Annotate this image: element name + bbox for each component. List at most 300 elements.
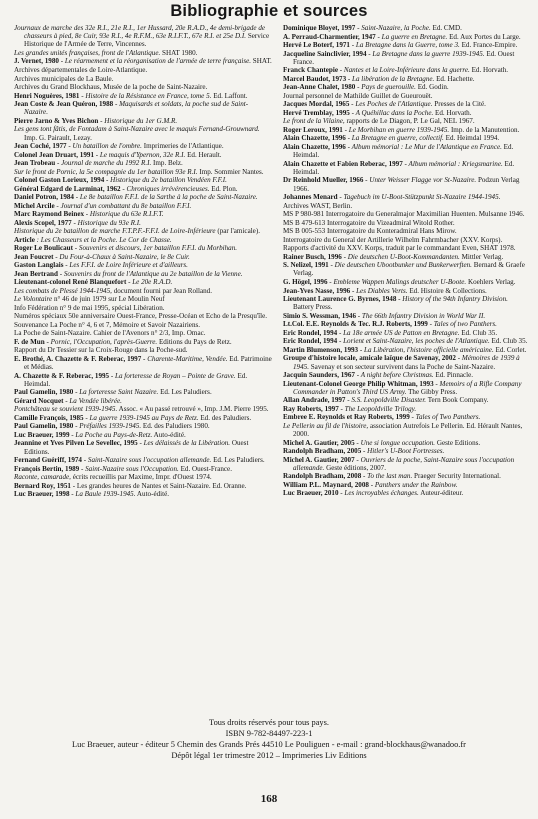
bibliography-entry — [14, 287, 272, 295]
entry-details: Info Fédération n° 9 de mai 1995, spécial Libération. — [14, 303, 165, 312]
entry-title: Les grandes unités françaises, front de l'Atlantique. — [14, 48, 161, 57]
entry-title: - La Baule 1939-1945. — [69, 490, 136, 499]
entry-author: Luc Braeuer, 2010 — [283, 489, 339, 498]
entry-author: Groupe d'histoire locale, amicale laïque de Savenay, 2002 — [283, 354, 456, 363]
entry-author: Franck Chantepie — [283, 66, 338, 75]
entry-details: Ed. Plon. — [209, 184, 238, 193]
entry-title: - The Leopoldville Trilogy. — [338, 404, 417, 413]
entry-details: Ed. Heimdal. — [24, 371, 248, 388]
entry-title: - Historique du 2e bataillon Vendéen F.F.I. — [104, 176, 227, 185]
entry-author: Henri Noguères, 1981 — [14, 91, 80, 100]
entry-author: Lieutenant Laurence G. Byrnes, 1948 — [283, 295, 397, 304]
bibliography-entry — [14, 261, 272, 269]
bibliography-entry — [14, 159, 272, 167]
entry-title: - Mémoires de 1939 à 1945. — [293, 354, 520, 371]
entry-details: Archives WAST, Berlin. — [283, 201, 353, 210]
entry-author: Johannes Menard — [283, 193, 338, 202]
entry-details: Editions du Pays de Retz. — [157, 337, 232, 346]
bibliography-entry — [14, 142, 272, 150]
entry-title: - Le maquis d'Ypernon, 32e R.I. — [94, 150, 186, 159]
entry-title: - Maquisards et soldats, la poche sud de Saint-Nazaire. — [24, 100, 249, 117]
entry-details: Ed. CMD. — [430, 24, 462, 32]
entry-title: - La guerre 1939-1945 au Pays de Retz. — [83, 413, 199, 422]
entry-details: association Autrefois Le Pellerin. Ed. Hérault Nantes, 2000. — [293, 421, 523, 439]
entry-title: - La Bretagne dans la Guerre, tome 3. — [349, 41, 460, 50]
bibliography-entry — [14, 355, 272, 371]
entry-author: Général Edgard de Larminat, 1962 — [14, 184, 121, 193]
entry-title: Journaux de marche des 32e R.I., 21e R.I., 1er Hussard, 20e R.A.D., 4e demi-brigade de chasseurs à pied, 8e Cuir, 93e R.I., 4e R.F.M., 63e R.I.F.T., 67e R.I. et 25e D.I. — [14, 24, 266, 41]
entry-details: Auto-édité. — [135, 490, 170, 499]
entry-details: Service Historique de l'Armée de Terre, Vincennes. — [24, 32, 270, 49]
bibliography-entry — [14, 397, 272, 405]
bibliography-entry — [14, 473, 272, 481]
bibliography-entry — [283, 50, 529, 66]
entry-details: Numéros spéciaux 50e anniversaire Ouest-France, Presse-Océan et Echo de la Presqu'île. — [14, 312, 268, 321]
entry-title: - Album mémorial : Kriegsmarine. — [402, 159, 503, 168]
bibliography-entry — [14, 405, 272, 413]
bibliography-entry — [283, 320, 529, 328]
entry-author: Luc Braeuer, 1998 — [14, 490, 70, 499]
entry-author: Alain Chazette, 1996 — [283, 134, 346, 143]
bibliography-entry — [14, 270, 272, 278]
entry-title: - Tales of two Panthers. — [427, 320, 497, 329]
entry-details: Imp. G. Pairault, Lezay. — [24, 133, 92, 142]
bibliography-entry — [14, 278, 272, 286]
entry-title: - La Libération, l'histoire officielle américaine. — [358, 345, 494, 354]
bibliography-entry — [283, 287, 529, 295]
entry-title: - Album mémorial : Le Mur de l'Atlantique en France. — [345, 142, 502, 151]
entry-title: - A Quéhillac dans la Poche. — [349, 108, 434, 117]
entry-author: François Bertin, 1989 — [14, 464, 80, 473]
entry-details: Savenay et son secteur survivent dans la Poche de Saint-Nazaire. — [308, 362, 496, 371]
entry-title: - Historique du 63e R.I.F.T. — [84, 210, 164, 219]
bibliography-entry — [14, 185, 272, 193]
entry-title: - Memoirs of a Rifle Company Commander in Patton's Third US Army. — [293, 379, 522, 396]
entry-title: - La Bretagne en guerre, collectif. — [345, 134, 444, 143]
entry-author: Rainer Busch, 1996 — [283, 252, 342, 261]
bibliography-entry — [283, 24, 529, 32]
bibliography-entry — [283, 126, 529, 134]
bibliography-column-left — [14, 24, 272, 696]
entry-author: Randolph Bradham, 2005 — [283, 447, 362, 456]
entry-details: Imp. Belz. — [151, 159, 183, 168]
entry-details: Ed. Pinnacle. — [433, 371, 474, 380]
entry-details: Interrogatoire du General der Artillerie Wilhelm Fahrmbacher (XXV. Korps). — [283, 235, 503, 244]
entry-title: - To the last man. — [361, 472, 413, 481]
bibliography-entry — [14, 244, 272, 252]
entry-title: - Une si longue occupation. — [354, 438, 436, 447]
entry-author: Pierre Jarno & Yves Bichon — [14, 116, 99, 125]
bibliography-entry — [14, 482, 272, 490]
bibliography-entry — [283, 134, 529, 142]
entry-title: - La Poche au Pays-de-Retz. — [69, 430, 153, 439]
bibliography-entry — [283, 337, 529, 345]
entry-title: - Les F.F.I. de Loire Inférieure et d'ailleurs. — [63, 261, 188, 270]
entry-title: Le front de la Vilaine, — [283, 117, 345, 126]
entry-title: - Le 20e R.A.D. — [126, 278, 173, 287]
entry-details: Ed. Ouest France. — [293, 49, 515, 66]
bibliography-entry — [283, 66, 529, 74]
entry-author: Luc Braeuer, 1999 — [14, 430, 70, 439]
bibliography-entry — [283, 346, 529, 354]
entry-title: Raconte, camarade, — [14, 473, 71, 482]
entry-title: - Saint-Nazaire sous l'occupation allemande. — [81, 456, 212, 465]
entry-title: - Journal de marche du 1992 R.I. — [55, 159, 152, 168]
entry-details: Archives municipales de La Baule. — [14, 74, 114, 83]
entry-author: Jean-Yves Nasse, 1996 — [283, 286, 351, 295]
entry-title: - History of the 94th Infantry Division. — [396, 295, 508, 304]
entry-author: Jean Foucret — [14, 252, 54, 261]
bibliography-entry — [14, 83, 272, 91]
entry-title: - Le Morbihan en guerre 1939-1945. — [342, 125, 450, 134]
bibliography-entry — [14, 193, 272, 201]
entry-details: Ed. Heimdal 1994. — [443, 134, 500, 143]
entry-author: Ray Roberts, 1997 — [283, 404, 339, 413]
entry-author: Randolph Bradham, 2008 — [283, 472, 362, 481]
entry-title: - La libération de la Bretagne. — [346, 74, 435, 83]
entry-author: Michel A. Gautier, 2007 — [283, 455, 355, 464]
entry-details: Battery Press. — [293, 303, 333, 312]
bibliography-entry — [283, 295, 529, 311]
entry-title: - Nantes et la Loire-Inférieure dans la guerre. — [337, 66, 470, 75]
bibliography-entry — [283, 456, 529, 472]
entry-author: Gérard Nocquet — [14, 396, 64, 405]
entry-details: Ed. Club 35. — [489, 337, 528, 346]
entry-details: MS B 479-613 Interrogatoire du Vizeadmiral Witold Rother. — [283, 218, 455, 227]
bibliography-entry — [14, 422, 272, 430]
bibliography-entry — [283, 100, 529, 108]
copyright-footer — [0, 717, 538, 761]
entry-author: Camille François, 1985 — [14, 413, 84, 422]
entry-author: Hervé Tremblay, 1995 — [283, 108, 350, 117]
footer-rights-line: Tous droits réservés pour tous pays. — [209, 718, 329, 727]
footer-publisher-line: Luc Braeuer, auteur - éditeur 5 Chemin des Grands Prés 44510 Le Pouliguen - e-mail : grand-blockhaus@wanadoo.fr — [72, 740, 466, 750]
entry-author: F. de Mun — [14, 337, 45, 346]
entry-details: Geste éditions, 2007. — [324, 463, 386, 472]
bibliography-entry — [14, 253, 272, 261]
bibliography-entry — [14, 431, 272, 439]
bibliography-entry — [283, 413, 529, 421]
bibliography-entry — [283, 405, 529, 413]
entry-title: - Saint-Nazaire sous l'Occupation. — [79, 464, 179, 473]
entry-author: Dominique Bloyet, 1997 — [283, 24, 356, 32]
entry-author: Lieutenant-colonel René Blanquefort — [14, 278, 127, 287]
bibliography-entry — [283, 193, 529, 201]
entry-title: - The 66th Infantry Division in World War II. — [356, 311, 486, 320]
entry-title: - Du Four-à-Chaux à Saint-Nazaire, le 8e Cuir. — [53, 252, 190, 261]
bibliography-entry — [283, 312, 529, 320]
entry-title: - Préfailles 1939-1945. — [73, 422, 142, 431]
bibliography-entry — [14, 66, 272, 74]
entry-details: Ed. des Paludiers 1980. — [141, 422, 210, 431]
entry-title: - Tagebuch im U-Boot-Stützpunkt St-Nazaire 1944-1945. — [337, 193, 501, 202]
entry-details: Archives départementales de Loire-Atlantique. — [14, 65, 148, 74]
entry-details: document fourni par Jean Rolland. — [111, 286, 212, 295]
entry-author: Jean Bertrand — [14, 269, 58, 278]
entry-details: Ed. Les Paludiers. — [211, 456, 265, 465]
entry-author: William P.L. Maynard, 2008 — [283, 480, 369, 489]
entry-title: - Lorient et Saint-Nazaire, les poches de l'Atlantique. — [337, 337, 490, 346]
entry-author: Hervé Le Boterf, 1971 — [283, 41, 350, 50]
bibliography-entry — [14, 92, 272, 100]
entry-details: Archives du Grand Blockhaus, Musée de la poche de Saint-Nazaire. — [14, 83, 208, 92]
bibliography-entry — [14, 57, 272, 65]
entry-details: Auteur-éditeur. — [418, 489, 464, 498]
entry-author: Jacquin Saunders, 1967 — [283, 371, 355, 380]
entry-title: - La forteresse Saint Nazaire. — [73, 388, 159, 397]
bibliography-entry — [14, 176, 272, 184]
entry-author: Roger Leroux, 1991 — [283, 125, 343, 134]
entry-details: Ed. Horvath. — [469, 66, 509, 75]
entry-details: Ed. Aux Portes du Large. — [447, 32, 521, 41]
bibliography-entry — [283, 33, 529, 41]
bibliography-entry — [283, 380, 529, 396]
bibliography-entry — [283, 210, 529, 218]
bibliography-entry — [14, 338, 272, 346]
entry-author: S. Nelizel, 1991 — [283, 261, 329, 270]
bibliography-entry — [14, 346, 272, 354]
entry-title: - Ouvriers de la poche, Saint-Nazaire sous l'occupation allemande. — [293, 455, 515, 472]
bibliography-entry — [14, 117, 272, 125]
bibliography-entry — [14, 236, 272, 244]
entry-title: - Chroniques irrévérencieuses. — [120, 184, 210, 193]
entry-title: - La Vendée libérée. — [63, 396, 122, 405]
entry-details: MS P 980-981 Interrogatoire du Generalmajor Maximilian Huenten. Mulsanne 1946. — [283, 210, 525, 219]
entry-author: Marcel Baudot, 1973 — [283, 74, 347, 83]
bibliography-entry — [14, 168, 272, 176]
entry-author: J. Vernet, 1980 — [14, 57, 59, 66]
entry-author: Eric Rondel, 1994 — [283, 328, 338, 337]
entry-author: Michel Arcile — [14, 201, 55, 210]
entry-details: Rapport du Dr Tessier sur la Croix-Rouge dans la Poche-sud. — [14, 346, 188, 355]
entry-details: MS B 005-553 Interrogatoire du Konteradmiral Hans Mirow. — [283, 227, 457, 236]
entry-title: - Les Diables Verts. — [350, 286, 408, 295]
entry-title: - Die deutschen U-Boot-Kommandanten. — [341, 252, 460, 261]
entry-details: Souvenance La Poche n° 4, 6 et 7, Mémoire et Savoir Nazairiens. — [14, 320, 201, 329]
entry-author: Alain Chazette, 1996 — [283, 142, 346, 151]
bibliography-entry — [283, 176, 529, 192]
entry-title: - Journal d'un combattant du 8e bataillon F.F.I. — [54, 201, 192, 210]
bibliography-entry — [14, 490, 272, 498]
entry-title: - Historique du 93e R.I. — [71, 218, 141, 227]
entry-details: Praeger Security International. — [412, 472, 501, 481]
entry-details: Koehlers Verlag. — [466, 277, 516, 286]
bibliography-entry — [283, 489, 529, 497]
entry-author: Jean Trobeau — [14, 159, 56, 168]
entry-title: - Charente-Maritime, Vendée. — [141, 354, 228, 363]
bibliography-entry — [283, 371, 529, 379]
entry-details: Journal personnel de Mathilde Guillet de Gueurouët. — [283, 91, 433, 100]
entry-title: - Histoire de la Résistance en France, tome 5. — [79, 91, 212, 100]
bibliography-entry — [283, 160, 529, 176]
bibliography-entry — [283, 41, 529, 49]
entry-title: - Hitler's U-Boot Fortresses. — [361, 447, 445, 456]
entry-author: Martin Blumenson, 1993 — [283, 345, 359, 354]
bibliography-entry — [283, 236, 529, 244]
entry-title: - Un bataillon de l'ombre. — [66, 142, 142, 151]
entry-details: Ed. Laffont. — [211, 91, 248, 100]
bibliography-entry — [14, 304, 272, 312]
entry-title: - Tales of Two Panthers. — [409, 413, 481, 422]
entry-author: G. Högel, 1996 — [283, 277, 328, 286]
entry-title: Les combats de Plessé 1944-1945, — [14, 286, 112, 295]
entry-author: Roger Le Boulicaut — [14, 244, 73, 253]
entry-details: Imprimeries de l'Atlantique. — [141, 142, 224, 151]
entry-details: Imp. de la Manutention. — [449, 125, 520, 134]
bibliography-entry — [283, 143, 529, 159]
bibliography-entry — [14, 125, 272, 141]
entry-details: Ed. Godin. — [415, 83, 449, 92]
entry-title: Les gens tont fâtis, de Fontadam à Saint-Nazaire avec le maquis Fernand-Grouwnard. — [14, 125, 260, 134]
bibliography-entry — [14, 439, 272, 455]
bibliography-entry — [283, 83, 529, 91]
entry-title: - Souvenirs et discours, 1er bataillon F.F.I. du Morbihan. — [72, 244, 238, 253]
entry-author: Marc Raymond Beinex — [14, 210, 85, 219]
entry-details: - Les grandes heures de Nantes et Saint-Nazaire. Ed. Oranne. — [70, 481, 247, 490]
entry-author: Jacqueline Sainclivier, 1994 — [283, 49, 367, 58]
entry-author: Michel A. Gautier, 2005 — [283, 438, 355, 447]
entry-title: Le Volontaire — [14, 295, 53, 304]
entry-title: - La guerre en Bretagne. — [375, 32, 448, 41]
bibliography-entry — [283, 202, 529, 210]
bibliography-entry — [14, 456, 272, 464]
entry-title: - Le réarmement et la réorganisation de l'armée de terre française. — [58, 57, 252, 66]
bibliography-entry — [14, 388, 272, 396]
bibliography-entry — [14, 329, 272, 337]
entry-author: Jacques Mordal, 1965 — [283, 100, 350, 109]
entry-author: Bernard Roy, 1951 — [14, 481, 71, 490]
entry-details: La Poche de Saint-Nazaire. Cahier de l'Avenors n° 2/3, Imp. Omac. — [14, 329, 206, 338]
entry-title: - La forteresse de Royan – Pointe de Grave. — [109, 371, 236, 380]
bibliography-entry — [283, 396, 529, 404]
entry-details: rapports de Le Diagon, P. Le Gal, NEL 1967. — [344, 117, 475, 126]
entry-details: Ed. France-Empire. — [459, 41, 518, 50]
bibliography-entry — [14, 151, 272, 159]
bibliography-entry — [14, 49, 272, 57]
entry-author: Lt.Col. E.E. Reynolds & Tec. R.J. Roberts, 1999 — [283, 320, 428, 329]
entry-author: Alain Chazette et Fabien Reberac, 1997 — [283, 159, 403, 168]
bibliography-entry — [14, 210, 272, 218]
entry-title: - Le 8e bataillon F.F.I. de la Sarthe à la poche de Saint-Nazaire. — [73, 193, 258, 202]
bibliography-entry — [283, 75, 529, 83]
entry-details: Ouest Editions. — [24, 439, 249, 456]
entry-details: Ed. Herault. — [185, 150, 222, 159]
entry-title: - S.S. Leopoldville Disaster. — [345, 396, 427, 405]
bibliography-entry — [283, 117, 529, 125]
entry-title: - Die deutschen Ubootbunker und Bunkerwerften. — [328, 261, 472, 270]
entry-author: Simio S. Wessman, 1946 — [283, 311, 356, 320]
bibliography-entry — [14, 24, 272, 49]
entry-author: E. Brothé, A. Chazette & F. Reberac, 1997 — [14, 354, 142, 363]
bibliography-entry — [283, 329, 529, 337]
bibliography-entry — [283, 354, 529, 370]
entry-title: - A night before Christmas. — [354, 371, 434, 380]
page-title: Bibliographie et sources — [170, 2, 368, 20]
entry-title: - La Bretagne dans la guerre 1939-1945. — [366, 49, 485, 58]
entry-title: - Embleme Wappen Malings deutscher U-Boote. — [327, 277, 467, 286]
entry-title: Sur le front de Pornic, la 5e compagnie du 1er bataillon 93e R.I. — [14, 167, 198, 176]
bibliography-entry — [14, 100, 272, 116]
bibliography-entry — [283, 439, 529, 447]
entry-details: Ed. Hachette. — [434, 74, 475, 83]
entry-details: Ed. Corlet. — [493, 345, 527, 354]
entry-title: - Panthers under the Rainbow. — [368, 480, 458, 489]
entry-details: Imp. Sommier Nantes. — [197, 167, 264, 176]
bibliography-entry — [14, 312, 272, 320]
footer-isbn-line: ISBN 9-782-84497-223-1 — [225, 729, 313, 739]
entry-author: Fernand Guériff, 1974 — [14, 456, 82, 465]
entry-details: Rapports d'activité du XXV. Korps, traduit par le commandant Even, SHAT 1978. — [283, 244, 516, 253]
entry-author: Gaston Langlais — [14, 261, 64, 270]
bibliography-entry — [283, 92, 529, 100]
entry-details: Bernard & Graefe Verlag. — [293, 261, 525, 278]
entry-author: Lieutenant-Colonel George Philip Whitman, 1993 — [283, 379, 434, 388]
bibliography-entry — [283, 227, 529, 235]
entry-title: - Pornic, l'Occupation, l'après-Guerre. — [44, 337, 158, 346]
entry-author: Jean Coste & Jean Quéron, 1988 — [14, 100, 114, 109]
bibliography-entry — [283, 447, 529, 455]
bibliography-column-right — [283, 24, 529, 712]
entry-details: (par l'amicale). — [215, 227, 260, 236]
entry-details: Presses de la Cité. — [432, 100, 486, 109]
entry-details: Podzun Verlag 1966. — [293, 176, 520, 193]
entry-details: Mittler Verlag. — [459, 252, 504, 261]
entry-author: Jeannine et Yves Pilven Le Sevellec, 1995 — [14, 439, 138, 448]
entry-author: Alexis Scopel, 1977 — [14, 218, 72, 227]
bibliography-entry — [283, 219, 529, 227]
entry-author: A. Chazette & F. Reberac, 1995 — [14, 371, 110, 380]
bibliography-entry — [283, 481, 529, 489]
entry-details: Ed. Horvath. — [433, 108, 472, 117]
entry-details: n° 46 de juin 1979 sur Le Moulin Neuf — [52, 295, 165, 304]
entry-title: : Les Chasseurs et la Poche. Le Cor de Chasse. — [34, 235, 172, 244]
entry-author: Embree E. Reynolds et Ray Roberts, 1999 — [283, 413, 410, 422]
entry-details: Ed. Club 35. — [459, 328, 498, 337]
bibliography-entry — [283, 472, 529, 480]
entry-author: Dr Reinhold Mueller, 1966 — [283, 176, 364, 185]
entry-details: SHAT 1980. — [160, 48, 198, 57]
bibliography-entry — [14, 465, 272, 473]
entry-details: Geste Editions. — [435, 438, 481, 447]
entry-title: Pontchâteau se souvient 1939-1945. — [14, 405, 118, 414]
page-number: 168 — [260, 793, 278, 805]
entry-title: - Saint-Nazaire, la Poche. — [355, 24, 431, 32]
bibliography-entry — [14, 414, 272, 422]
entry-details: Auto-édité. — [152, 430, 186, 439]
entry-details: écrits recueillis par Maxime, Impr. d'Ouest 1974. — [70, 473, 212, 482]
bibliography-entry — [14, 372, 272, 388]
entry-title: Historique du 2e bataillon de marche F.T.P.F.-F.F.I. de Loire-Inférieure — [14, 227, 216, 236]
bibliography-entry — [283, 422, 529, 438]
entry-details: Ed. Les Paludiers. — [158, 388, 212, 397]
bibliography-entry — [283, 253, 529, 261]
bibliography-entry — [14, 295, 272, 303]
bibliography-entry — [14, 227, 272, 235]
entry-title: Le Pellerin au fil de l'histoire, — [283, 421, 369, 430]
entry-author: Colonel Jean Druart, 1991 — [14, 150, 94, 159]
entry-title: - Les incroyables échanges. — [338, 489, 419, 498]
entry-author: A. Perraud-Charmentier, 1947 — [283, 32, 376, 41]
bibliography-entry — [283, 278, 529, 286]
entry-details: The Gibby Press. — [406, 387, 458, 396]
entry-details: Ed. Ouest-France. — [178, 464, 232, 473]
entry-details: Ed. Patrimoine et Médias. — [24, 354, 272, 372]
entry-author: Jean-Anne Chalet, 1980 — [283, 83, 356, 92]
entry-details: Tern Book Company. — [426, 396, 489, 405]
entry-title: - La 18e armée US de Patton en Bretagne. — [337, 328, 460, 337]
entry-title: - Pays de guerouille. — [355, 83, 416, 92]
bibliography-entry — [283, 244, 529, 252]
